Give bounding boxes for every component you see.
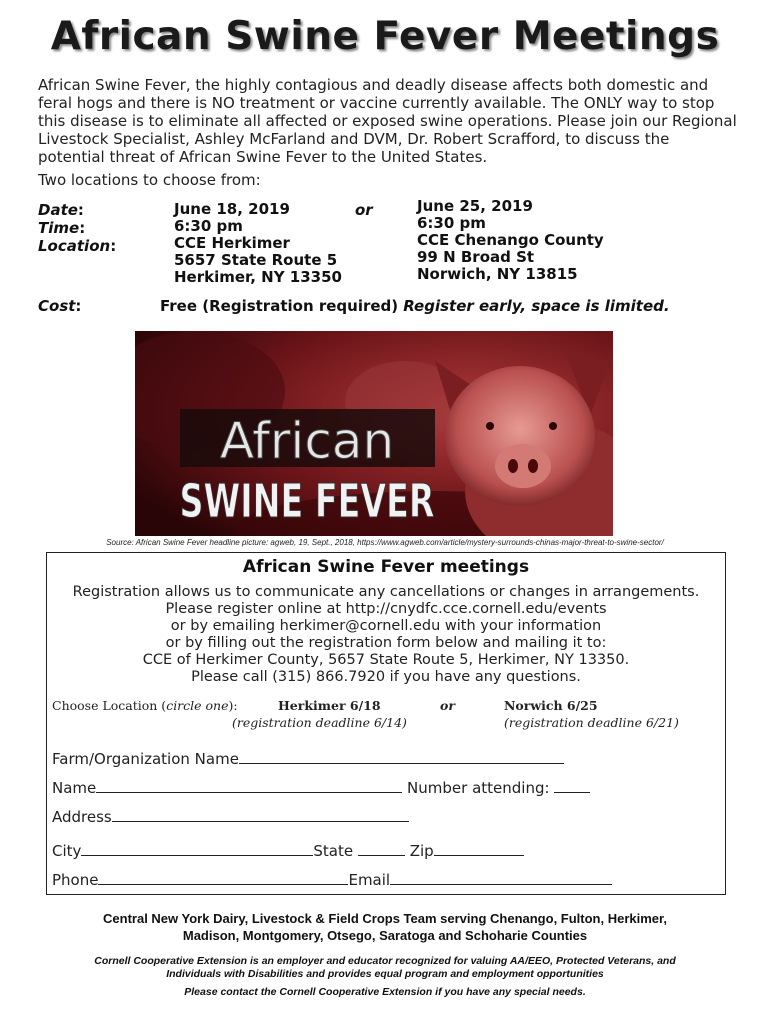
zip-blank[interactable] [434,841,524,856]
event-norwich [417,198,604,283]
eeo-line-1: Cornell Cooperative Extension is an employer and educator recognized for valuing AA/EEO, Protected Veterans, and [94,955,676,967]
email-label: Email [348,871,391,889]
event2-venue: CCE Chenango County [417,231,604,249]
herkimer-deadline: (registration deadline 6/14) [232,715,407,730]
attending-blank[interactable] [554,778,590,793]
address-label: Address [52,808,112,826]
city-field-row [52,841,524,860]
location-label: Location [38,237,111,255]
reg-line: or by emailing herkimer@cornell.edu with your information [170,618,602,634]
event1-street: 5657 State Route 5 [174,251,338,269]
option-norwich[interactable]: Norwich 6/25 [504,698,598,713]
pig-illustration [135,331,613,536]
name-field-row [52,778,590,797]
date-label: Date [38,201,78,219]
reg-line: Please call (315) 866.7920 if you have any questions. [191,669,581,685]
reg-line: or by filling out the registration form below and mailing it to: [165,635,607,651]
city-blank[interactable] [81,841,313,856]
event2-date: June 25, 2019 [417,197,533,215]
farm-label: Farm/Organization Name [52,750,239,768]
event2-city: Norwich, NY 13815 [417,265,578,283]
option-or: or [440,698,455,713]
zip-label: Zip [409,842,434,860]
cost-label: Cost [38,297,76,315]
phone-blank[interactable] [98,870,348,885]
attending-label: Number attending: [407,779,550,797]
state-label: State [313,842,354,860]
event1-date: June 18, 2019 [174,200,290,218]
name-blank[interactable] [96,778,402,793]
phone-field-row [52,870,612,889]
farm-blank[interactable] [239,749,564,764]
event1-city: Herkimer, NY 13350 [174,268,342,286]
or-separator: or [355,201,373,219]
cost-label-wrap: Cost: [38,297,82,315]
address-field-row [52,807,409,826]
registration-instructions [46,584,726,686]
city-label: City [52,842,82,860]
intro-paragraph: African Swine Fever, the highly contagious and deadly disease affects both domestic and feral hogs and there is NO treatment or vaccine currently available. The ONLY way to stop this disease is to eliminate all affected or exposed swine operations. Please join our Regional Livestock Specialist, Ashley McFarland and DVM, Dr. Robert Scrafford, to discuss the potential threat of African Swine Fever to the United States. [38,76,737,166]
headline-image [135,331,613,536]
eeo-statement [0,955,770,981]
cost-free: Free (Registration required) [160,297,399,315]
event1-time: 6:30 pm [174,217,243,235]
farm-field-row [52,749,564,768]
state-blank[interactable] [358,841,405,856]
norwich-deadline: (registration deadline 6/21) [504,715,679,730]
special-needs-contact: Please contact the Cornell Cooperative Extension if you have any special needs. [184,986,586,998]
event-herkimer [174,201,342,286]
team-line-2: Madison, Montgomery, Otsego, Saratoga and Schoharie Counties [182,928,588,943]
page-title: African Swine Fever Meetings [50,14,720,59]
event2-time: 6:30 pm [417,214,486,232]
phone-label: Phone [52,871,99,889]
eeo-line-2: Individuals with Disabilities and provides equal program and employment opportunities [166,968,604,980]
cost-note: Register early, space is limited. [403,297,670,315]
choose-location-label: Choose Location (circle one): [52,698,238,713]
image-text-swine-fever: SWINE FEVER [179,474,435,528]
event2-street: 99 N Broad St [417,248,535,266]
cost-line [160,296,670,315]
choose-locations-text: Two locations to choose from: [38,171,261,189]
name-label: Name [52,779,97,797]
team-line-1: Central New York Dairy, Livestock & Field Crops Team serving Chenango, Fulton, Herkimer, [103,911,667,926]
image-text-african: African [219,412,395,470]
team-footer [0,910,770,944]
image-source-credit: Source: African Swine Fever headline picture: agweb, 19, Sept., 2018, https://www.agweb.com/article/mystery-surrounds-chinas-major-threat-to-swine-sector/ [106,538,664,547]
email-blank[interactable] [390,870,612,885]
event1-venue: CCE Herkimer [174,234,290,252]
time-label: Time [38,219,80,237]
reg-line: CCE of Herkimer County, 5657 State Route 5, Herkimer, NY 13350. [142,652,630,668]
reg-line: Please register online at http://cnydfc.cce.cornell.edu/events [165,601,607,617]
reg-line: Registration allows us to communicate any cancellations or changes in arrangements. [72,584,700,600]
event-labels: Date: Time: Location: [38,201,117,255]
option-herkimer[interactable]: Herkimer 6/18 [278,698,381,713]
registration-title: African Swine Fever meetings [242,557,530,577]
address-blank[interactable] [112,807,409,822]
